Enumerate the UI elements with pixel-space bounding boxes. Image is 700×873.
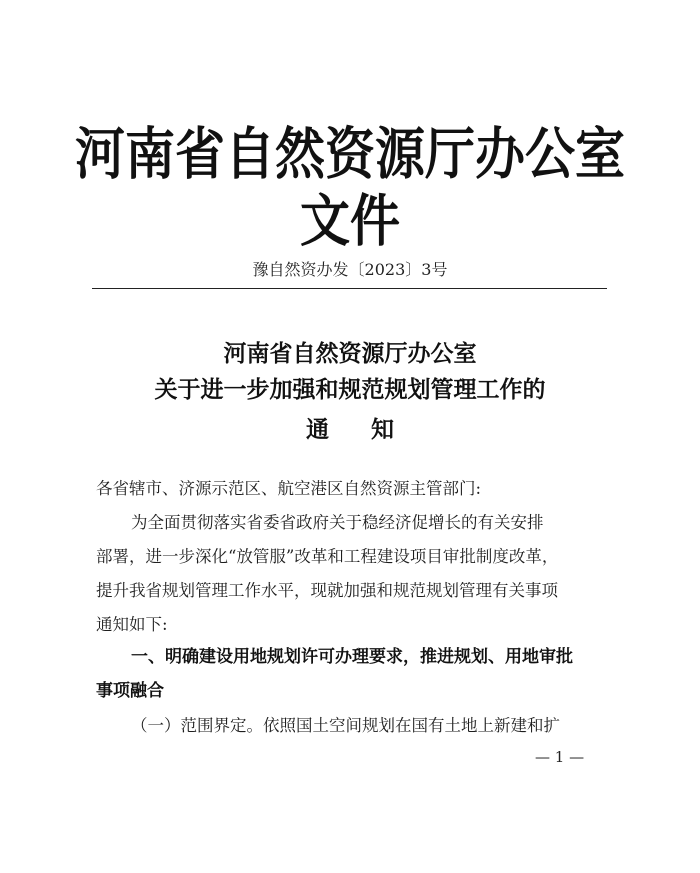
intro-line: 部署，进一步深化“放管服”改革和工程建设项目审批制度改革， xyxy=(96,547,559,566)
document-number: 豫自然资办发〔2023〕3号 xyxy=(252,260,448,279)
document-header-title: 河南省自然资源厅办公室文件 xyxy=(75,120,625,255)
recipient-line: 各省辖市、济源示范区、航空港区自然资源主管部门: xyxy=(96,479,482,498)
subsection-line: （一）范围界定。依照国土空间规划在国有土地上新建和扩 xyxy=(131,716,560,735)
notice-title-line-1: 河南省自然资源厅办公室 xyxy=(223,340,477,367)
notice-title-line-3: 通知 xyxy=(306,416,436,443)
header-divider xyxy=(92,288,607,289)
intro-line: 为全面贯彻落实省委省政府关于稳经济促增长的有关安排 xyxy=(131,513,544,532)
intro-line: 通知如下: xyxy=(96,615,168,634)
section-heading-line: 一、明确建设用地规划许可办理要求，推进规划、用地审批 xyxy=(131,647,573,667)
intro-line: 提升我省规划管理工作水平，现就加强和规范规划管理有关事项 xyxy=(96,581,558,600)
notice-title-line-2: 关于进一步加强和规范规划管理工作的 xyxy=(154,376,546,403)
section-heading-line: 事项融合 xyxy=(96,681,164,701)
page-number: — 1 — xyxy=(535,748,585,766)
